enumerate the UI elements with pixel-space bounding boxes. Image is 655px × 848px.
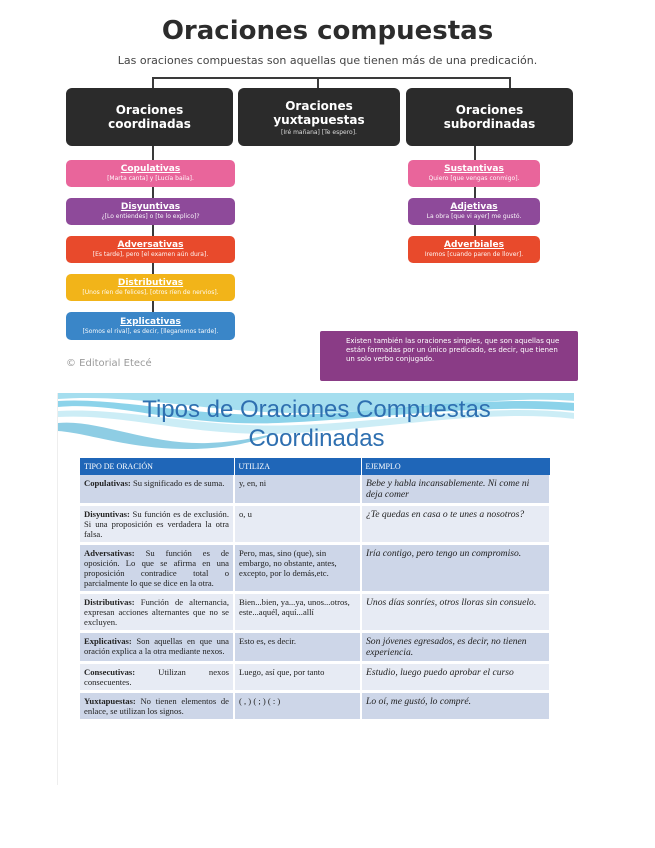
table-row [80,505,550,544]
category-yuxtapuestas-example: [Iré mañana] [Te espero]. [281,128,357,136]
cell-example: Lo oí, me gustó, lo compré. [361,692,550,721]
row-name: Copulativas: [84,478,131,488]
table-header-row [80,458,550,475]
cell-type [80,593,234,632]
row-name: Consecutivas: [84,667,136,677]
pill-copulativas [66,160,235,187]
row-desc: Son aquellas en que una oración explica a la otra mediante nexos. [84,636,229,656]
pill-disyuntivas [66,198,235,225]
pill-adverbiales [408,236,540,263]
pill-adjetivas [408,198,540,225]
cell-type [80,475,234,505]
cell-uses: Pero, mas, sino (que), sin embargo, no obstante, antes, excepto, por lo demás,etc. [234,544,361,593]
pill-explicativas-title: Explicativas [120,316,181,327]
category-subordinadas-title: Oraciones subordinadas [443,103,536,131]
row-name: Yuxtapuestas: [84,696,136,706]
row-desc: Su significado es de suma. [132,478,225,488]
header-utiliza: UTILIZA [234,458,361,475]
category-coordinadas-title: Oraciones coordinadas [108,103,191,131]
cell-type [80,692,234,721]
row-desc: No tienen elementos de enlace, se utilizan los signos. [84,696,229,716]
pill-adverbiales-title: Adverbiales [444,240,504,250]
row-name: Adversativas: [84,548,135,558]
infographic-subtitle: Las oraciones compuestas son aquellas que tienen más de una predicación. [117,54,538,67]
pill-sustantivas-example: Quiero [que vengas conmigo]. [428,175,520,182]
table-row [80,692,550,721]
pill-disyuntivas-title: Disyuntivas [120,202,181,212]
header-ejemplo: EJEMPLO [361,458,550,475]
pill-distributivas-example: [Unos ríen de felices], [otros ríen de nervios]. [82,289,219,296]
pill-copulativas-example: [Marta canta] y [Lucía baila]. [107,175,194,182]
slide-title: Tipos de Oraciones Compuestas Coordinadas [142,396,491,452]
table-row [80,663,550,692]
cell-example: Bebe y habla incansablemente. Ni come ni deja comer [361,475,550,505]
pill-adversativas-title: Adversativas [117,240,184,250]
cell-uses: Luego, así que, por tanto [234,663,361,692]
cell-uses: Bien...bien, ya...ya, unos...otros, este...aquél, aquí...allí [234,593,361,632]
coordinadas-table [80,458,551,722]
pill-adversativas [66,236,235,263]
category-yuxtapuestas-title: Oraciones yuxtapuestas [273,98,365,127]
category-yuxtapuestas [238,88,400,146]
cell-uses: Esto es, es decir. [234,632,361,663]
pill-adjetivas-example: La obra [que vi ayer] me gustó. [426,213,522,220]
pill-distributivas [66,274,235,301]
row-name: Distributivas: [84,597,135,607]
row-desc: Su función es de oposición. Lo que se afirma en una proposición contradice total o parcialmente lo que se dice en la otra. [84,548,229,588]
pill-sustantivas-title: Sustantivas [444,164,504,174]
row-desc: Utilizan nexos consecuentes. [84,667,229,687]
pill-explicativas-example: [Somos el rival], es decir, [llegaremos tarde]. [82,327,219,335]
row-desc: Función de alternancia, expresan acciones alternantes que no se excluyen. [84,597,229,627]
pill-adverbiales-example: Iremos [cuando paren de llover]. [424,251,524,258]
cell-uses: y, en, ni [234,475,361,505]
cell-uses: o, u [234,505,361,544]
pill-sustantivas [408,160,540,187]
table-row [80,544,550,593]
category-coordinadas [66,88,233,146]
table-row [80,475,550,505]
pill-distributivas-title: Distributivas [117,278,184,288]
cell-uses: ( , ) ( ; ) ( : ) [234,692,361,721]
cell-example: Iría contigo, pero tengo un compromiso. [361,544,550,593]
cell-example: Son jóvenes egresados, es decir, no tienen experiencia. [361,632,550,663]
infographic-title: Oraciones compuestas [161,16,494,46]
cell-example: Estudio, luego puedo aprobar el curso [361,663,550,692]
row-name: Disyuntivas: [84,509,130,519]
category-subordinadas [406,88,573,146]
cell-example: ¿Te quedas en casa o te unes a nosotros? [361,505,550,544]
pill-explicativas [66,312,235,340]
cell-example: Unos días sonríes, otros lloras sin consuelo. [361,593,550,632]
pill-disyuntivas-example: ¿[Lo entiendes] o [te lo explico]? [101,213,200,220]
connector-horizontal [152,77,510,79]
header-tipo: TIPO DE ORACIÓN [80,458,234,475]
pill-adjetivas-title: Adjetivas [450,202,498,212]
cell-type [80,544,234,593]
cell-type [80,632,234,663]
simple-sentences-note: Existen también las oraciones simples, que son aquellas que están formadas por un único predicado, es decir, que tienen un solo verbo conjugado. [320,331,578,381]
cell-type [80,505,234,544]
slide [57,393,574,785]
table-row [80,632,550,663]
pill-copulativas-title: Copulativas [120,164,181,174]
row-desc: Su función es de exclusión. Si una proposición es verdadera la otra falsa. [84,509,229,539]
pill-adversativas-example: [Es tarde], pero [el examen aún dura]. [92,251,209,258]
table-row [80,593,550,632]
cell-type [80,663,234,692]
row-name: Explicativas: [84,636,132,646]
editorial-credit: © Editorial Etecé [66,358,152,369]
